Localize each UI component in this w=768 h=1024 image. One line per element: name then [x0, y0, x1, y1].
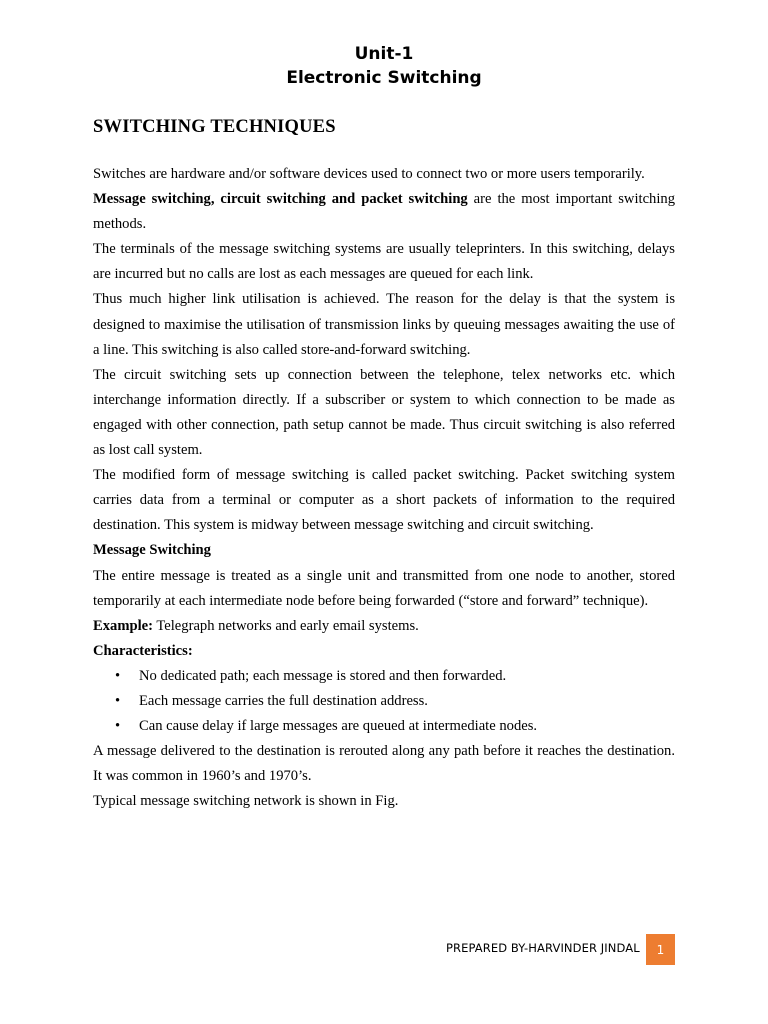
paragraph-rerouted: A message delivered to the destination is rerouted along any path before it reaches the destination. It was common in 1960’s and 1970’s.	[93, 743, 675, 785]
message-switching-heading: Message Switching	[93, 542, 211, 559]
paragraph-intro: Switches are hardware and/or software devices used to connect two or more users temporarily.	[93, 166, 645, 182]
list-item: • Can cause delay if large messages are queued at intermediate nodes.	[93, 714, 675, 739]
page-number-badge	[646, 934, 675, 965]
paragraph-circuit-switching: The circuit switching sets up connection between the telephone, telex networks etc. which interchange information directly. If a subscriber or system to which connection to be made as engaged with other connection, path setup cannot be made. Thus circuit switching is also referred as lost call system.	[93, 366, 675, 459]
unit-title: Unit-1	[354, 44, 414, 64]
list-item: • Each message carries the full destination address.	[93, 689, 675, 714]
methods-bold-text: Message switching, circuit switching and packet switching	[93, 191, 468, 208]
paragraph-terminals: The terminals of the message switching systems are usually teleprinters. In this switching, delays are incurred but no calls are lost as each messages are queued for each link.	[93, 241, 675, 283]
section-heading: SWITCHING TECHNIQUES	[93, 117, 336, 137]
paragraph-utilisation: Thus much higher link utilisation is achieved. The reason for the delay is that the system is designed to maximise the utilisation of transmission links by queuing messages awaiting the use of a line. This switching is also called store-and-forward switching.	[93, 291, 675, 358]
paragraph-methods	[93, 187, 675, 237]
paragraph-packet-switching: The modified form of message switching is called packet switching. Packet switching system carries data from a terminal or computer as a short packets of information to the required destination. This system is midway between message switching and circuit switching.	[93, 467, 675, 534]
list-item: • No dedicated path; each message is stored and then forwarded.	[93, 664, 675, 689]
characteristics-list	[93, 664, 675, 739]
characteristics-label: Characteristics:	[93, 642, 193, 659]
methods-text: are the most important switching methods.	[93, 191, 675, 233]
page-number: 1	[656, 942, 665, 957]
subject-title: Electronic Switching	[286, 68, 482, 88]
message-switching-description: The entire message is treated as a single unit and transmitted from one node to another, stored temporarily at each intermediate node before being forwarded (“store and forward” technique).	[93, 567, 675, 609]
example-label: Example:	[93, 617, 153, 634]
example-line	[93, 614, 675, 639]
body-text	[93, 162, 675, 814]
example-text: Telegraph networks and early email systems.	[153, 617, 419, 634]
footer-prepared-by: PREPARED BY-HARVINDER JINDAL	[446, 941, 640, 955]
paragraph-typical-network: Typical message switching network is shown in Fig.	[93, 793, 399, 810]
